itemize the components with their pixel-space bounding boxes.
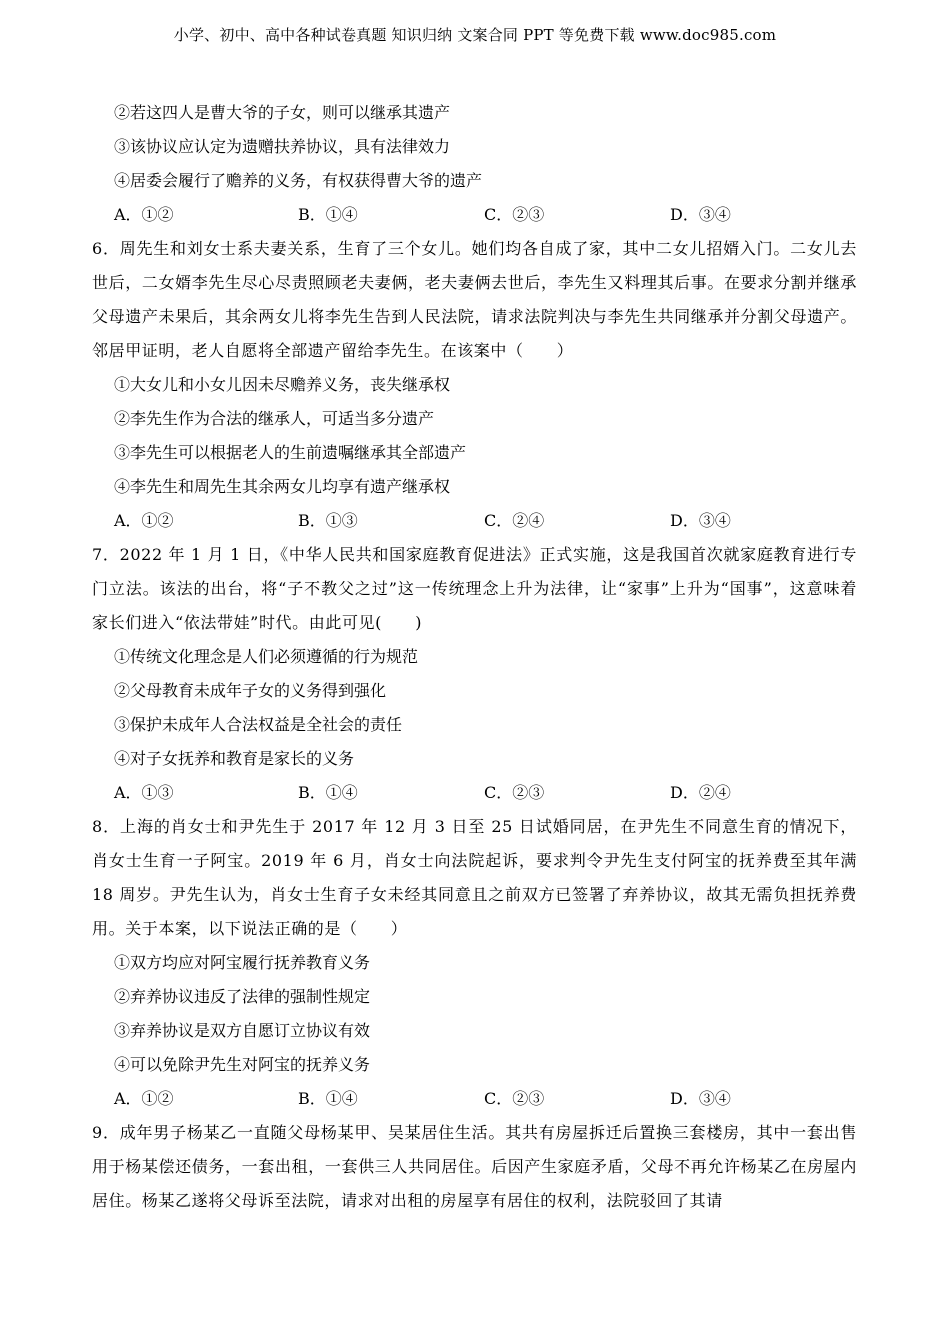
q5-choice-b: B．①④ — [298, 205, 358, 224]
q7-choice-c: C．②③ — [484, 783, 545, 802]
q8-choice-a: A．①② — [114, 1089, 174, 1108]
question-9 — [92, 1116, 857, 1218]
q8-option-2: ②弃养协议违反了法律的强制性规定 — [114, 987, 371, 1006]
q6-choice-d: D．③④ — [670, 511, 731, 530]
q5-option-3: ③该协议应认定为遗赠扶养协议，具有法律效力 — [114, 137, 451, 156]
q7-choice-b: B．①④ — [298, 783, 358, 802]
q5-option-2: ②若这四人是曹大爷的子女，则可以继承其遗产 — [114, 103, 451, 122]
q7-option-4: ④对子女抚养和教育是家长的义务 — [114, 749, 355, 768]
q7-option-2: ②父母教育未成年子女的义务得到强化 — [114, 681, 387, 700]
q6-choice-a: A．①② — [114, 511, 174, 530]
q6-stem: 6．周先生和刘女士系夫妻关系，生育了三个女儿。她们均各自成了家，其中二女儿招婿入门。二女儿去世后，二女婿李先生尽心尽责照顾老夫妻俩，老夫妻俩去世后，李先生又料理其后事。在要求分割并继承父母遗产未果后，其余两女儿将李先生告到人民法院，请求法院判决与李先生共同继承并分割父母遗产。邻居甲证明，老人自愿将全部遗产留给李先生。在该案中（ ） — [92, 239, 857, 360]
question-8 — [92, 810, 857, 1116]
q8-option-4: ④可以免除尹先生对阿宝的抚养义务 — [114, 1055, 371, 1074]
q7-choice-a: A．①③ — [114, 783, 174, 802]
q6-option-3: ③李先生可以根据老人的生前遗嘱继承其全部遗产 — [114, 443, 467, 462]
q7-stem: 7．2022 年 1 月 1 日，《中华人民共和国家庭教育促进法》正式实施，这是我国首次就家庭教育进行专门立法。该法的出台，将“子不教父之过”这一传统理念上升为法律，让“家事”上升为“国事”，这意味着家长们进入“依法带娃”时代。由此可见( ) — [92, 545, 857, 632]
q5-choices — [92, 198, 857, 232]
q5-choice-d: D．③④ — [670, 205, 731, 224]
q8-choice-c: C．②③ — [484, 1089, 545, 1108]
q8-choice-d: D．③④ — [670, 1089, 731, 1108]
q6-choice-c: C．②④ — [484, 511, 545, 530]
question-7 — [92, 538, 857, 810]
exam-page — [92, 96, 857, 1218]
q8-option-1: ①双方均应对阿宝履行抚养教育义务 — [114, 953, 371, 972]
q8-option-3: ③弃养协议是双方自愿订立协议有效 — [114, 1021, 371, 1040]
question-5 — [92, 96, 857, 232]
q9-stem: 9．成年男子杨某乙一直随父母杨某甲、吴某居住生活。其共有房屋拆迁后置换三套楼房，其中一套出售用于杨某偿还债务，一套出租，一套供三人共同居住。后因产生家庭矛盾，父母不再允许杨某乙在房屋内居住。杨某乙遂将父母诉至法院，请求对出租的房屋享有居住的权利，法院驳回了其请 — [92, 1123, 857, 1210]
q7-choice-d: D．②④ — [670, 783, 731, 802]
q8-choices — [92, 1082, 857, 1116]
q6-option-1: ①大女儿和小女儿因未尽赡养义务，丧失继承权 — [114, 375, 451, 394]
q6-option-2: ②李先生作为合法的继承人，可适当多分遗产 — [114, 409, 435, 428]
q7-option-1: ①传统文化理念是人们必须遵循的行为规范 — [114, 647, 419, 666]
q5-option-4: ④居委会履行了赡养的义务，有权获得曹大爷的遗产 — [114, 171, 483, 190]
q7-option-3: ③保护未成年人合法权益是全社会的责任 — [114, 715, 403, 734]
q8-stem: 8．上海的肖女士和尹先生于 2017 年 12 月 3 日至 25 日试婚同居，在尹先生不同意生育的情况下，肖女士生育一子阿宝。2019 年 6 月，肖女士向法院起诉，要求判令尹先生支付阿宝的抚养费至其年满 18 周岁。尹先生认为，肖女士生育子女未经其同意且之前双方已签署了弃养协议，故其无需负担抚养费用。关于本案，以下说法正确的是（ ） — [92, 817, 857, 938]
q5-choice-a: A．①② — [114, 205, 174, 224]
q6-option-4: ④李先生和周先生其余两女儿均享有遗产继承权 — [114, 477, 451, 496]
q7-choices — [92, 776, 857, 810]
question-6 — [92, 232, 857, 538]
q6-choices — [92, 504, 857, 538]
page-header: 小学、初中、高中各种试卷真题 知识归纳 文案合同 PPT 等免费下载 www.doc985.com — [173, 26, 777, 44]
q6-choice-b: B．①③ — [298, 511, 358, 530]
q5-choice-c: C．②③ — [484, 205, 545, 224]
q8-choice-b: B．①④ — [298, 1089, 358, 1108]
